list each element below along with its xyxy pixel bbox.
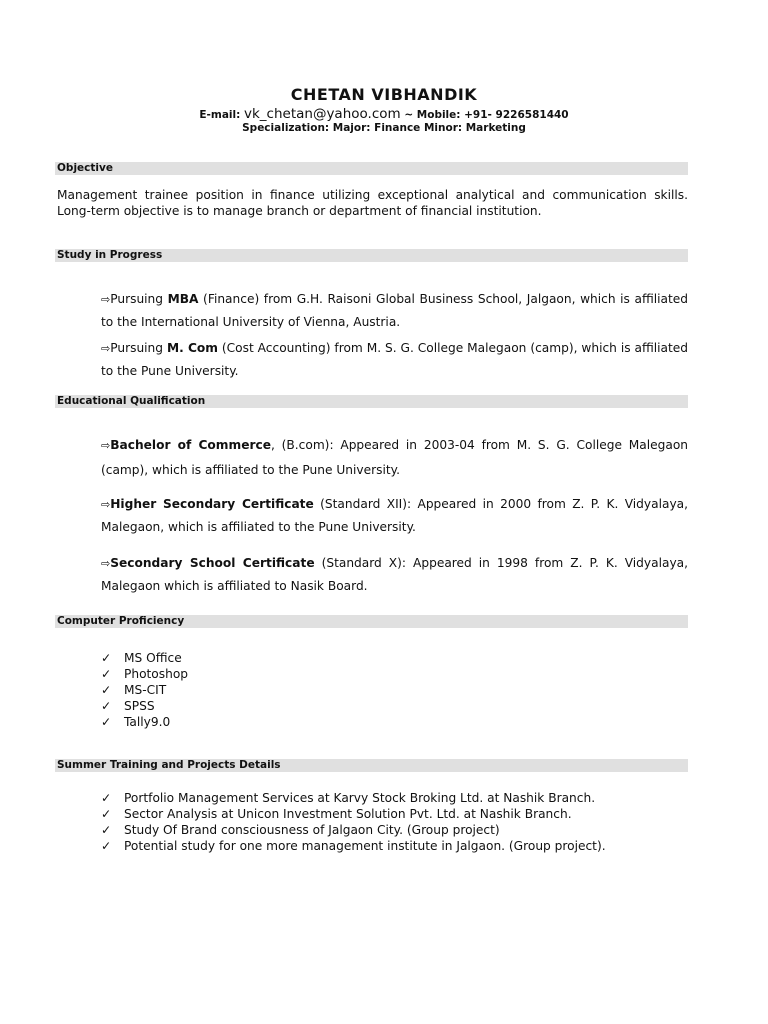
item-text: , (B.com): Appeared in 2003-04 from M. S. G. College Malegaon (camp), which is affiliated to the Pune University. (101, 438, 689, 477)
section-computer: Computer Proficiency (55, 615, 688, 628)
item-bold: Higher Secondary Certificate (110, 497, 314, 511)
item-text: (Standard X): Appeared in 1998 from Z. P. K. Vidyalaya, Malegaon which is affiliated to Nasik Board. (101, 556, 688, 593)
item-prefix: Pursuing (110, 292, 168, 306)
item-text: Photoshop (124, 667, 189, 681)
check-icon: ✓ (101, 823, 112, 837)
check-icon: ✓ (101, 839, 112, 853)
item-text: (Cost Accounting) from M. S. G. College Malegaon (camp), which is affiliated to the Pune University. (101, 341, 688, 378)
item-bold: Bachelor of Commerce (110, 438, 271, 452)
list-item (101, 552, 688, 597)
mobile: ~ Mobile: +91- 9226581440 (404, 109, 569, 121)
item-text: Portfolio Management Services at Karvy Stock Broking Ltd. at Nashik Branch. (124, 791, 596, 805)
list-item (101, 698, 155, 714)
list-item (101, 493, 688, 538)
list-item (101, 822, 500, 838)
item-text: Potential study for one more management institute in Jalgaon. (Group project). (124, 839, 606, 853)
list-item (101, 433, 688, 482)
item-text: Tally9.0 (124, 715, 171, 729)
item-text: MS Office (124, 651, 182, 665)
list-item (101, 806, 572, 822)
section-objective: Objective (55, 162, 688, 175)
check-icon: ✓ (101, 667, 112, 681)
item-bold: MBA (167, 292, 199, 306)
section-education: Educational Qualification (55, 395, 688, 408)
list-item (101, 650, 182, 666)
item-text: Study Of Brand consciousness of Jalgaon City. (Group project) (124, 823, 500, 837)
check-icon: ✓ (101, 651, 112, 665)
arrow-icon: ⇨ (101, 498, 111, 511)
list-item (101, 790, 595, 806)
item-text: MS-CIT (124, 683, 167, 697)
email-label: E-mail: (199, 109, 241, 121)
list-item (101, 838, 606, 854)
candidate-name: CHETAN VIBHANDIK (290, 85, 478, 104)
item-text: (Standard XII): Appeared in 2000 from Z. P. K. Vidyalaya, Malegaon, which is affiliated to the Pune University. (101, 497, 689, 534)
item-bold: Secondary School Certificate (110, 556, 315, 570)
section-summer: Summer Training and Projects Details (55, 759, 688, 772)
list-item (101, 682, 166, 698)
check-icon: ✓ (101, 699, 112, 713)
check-icon: ✓ (101, 807, 112, 821)
objective-text: Management trainee position in finance utilizing exceptional analytical and communication skills. Long-term objective is to manage branch or department of financial institution. (57, 188, 688, 218)
specialization: Specialization: Major: Finance Minor: Marketing (242, 122, 526, 134)
section-study: Study in Progress (55, 249, 688, 262)
arrow-icon: ⇨ (101, 439, 111, 452)
item-text: (Finance) from G.H. Raisoni Global Business School, Jalgaon, which is affiliated to the International University of Vienna, Austria. (101, 292, 688, 329)
email-link[interactable]: vk_chetan@yahoo.com (243, 106, 401, 122)
check-icon: ✓ (101, 715, 112, 729)
list-item (101, 666, 188, 682)
check-icon: ✓ (101, 683, 112, 697)
contact-line (0, 106, 768, 122)
list-item (101, 288, 688, 333)
item-text: SPSS (124, 699, 155, 713)
arrow-icon: ⇨ (101, 342, 111, 355)
check-icon: ✓ (101, 791, 112, 805)
item-text: Sector Analysis at Unicon Investment Solution Pvt. Ltd. at Nashik Branch. (124, 807, 572, 821)
item-bold: M. Com (166, 341, 218, 355)
list-item (101, 714, 170, 730)
item-prefix: Pursuing (110, 341, 167, 355)
arrow-icon: ⇨ (101, 557, 111, 570)
list-item (101, 337, 688, 382)
arrow-icon: ⇨ (101, 293, 111, 306)
